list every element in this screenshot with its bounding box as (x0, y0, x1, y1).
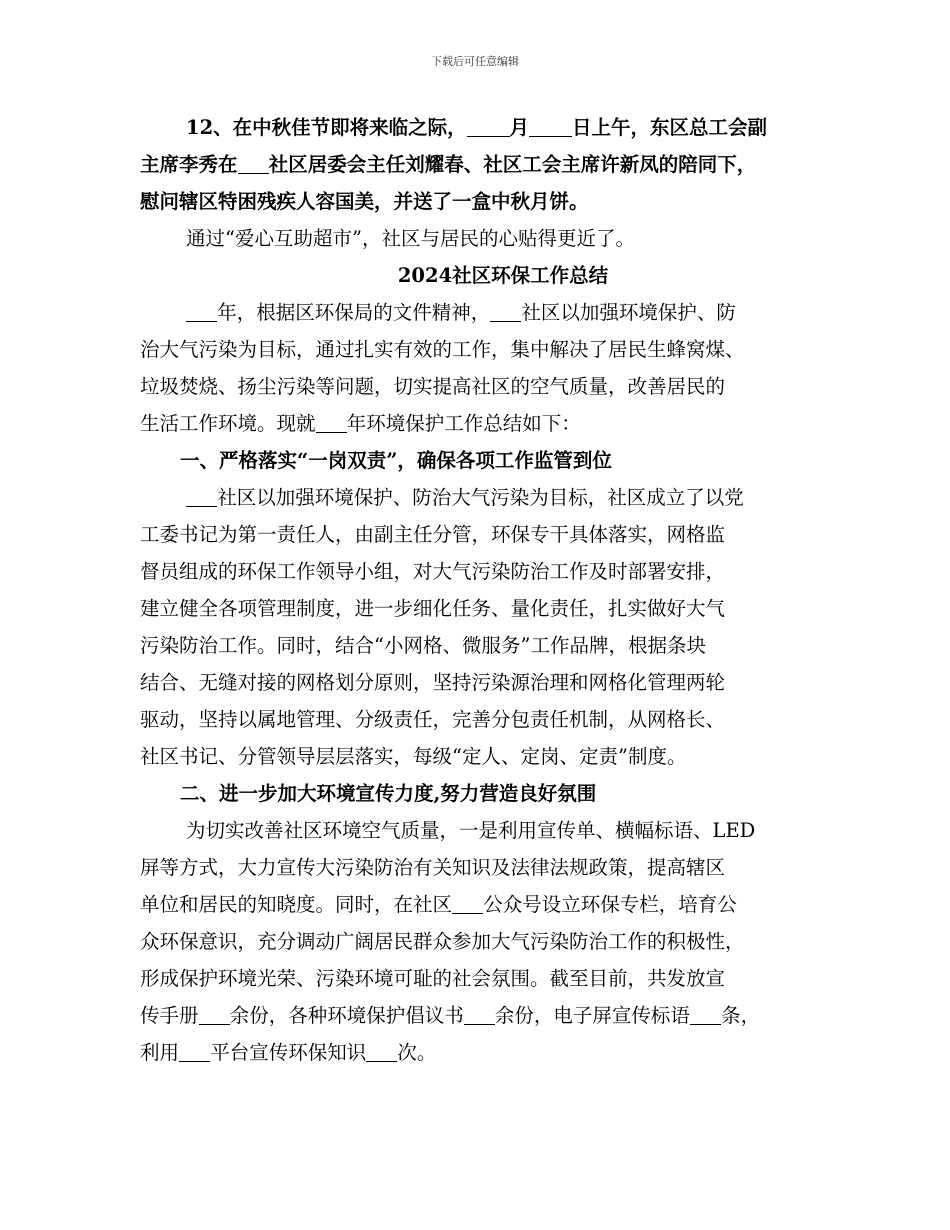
section1-line-2: 工委书记为第一责任人，由副主任分管，环保专干具体落实，网格监 (140, 523, 726, 546)
section1-line-8: 社区书记、分管领导层层落实，每级“定人、定岗、定责”制度。 (140, 745, 687, 768)
section2-line-5: 形成保护环境光荣、污染环境可耻的社会氛围。截至目前，共发放宣 (140, 967, 726, 990)
intro-line-2: 主席李秀在 社区居委会主任刘耀春、社区工会主席许新凤的陪同下， (140, 153, 757, 176)
section2-line-1: 为切实改善社区环境空气质量，一是利用宣传单、横幅标语、LED (186, 819, 756, 842)
section1-line-6: 结合、无缝对接的网格划分原则，坚持污染源治理和网格化管理两轮 (140, 671, 726, 694)
section2-line-4: 众环保意识，充分调动广阔居民群众参加大气污染防治工作的积极性， (140, 930, 745, 953)
section2-heading: 二、进一步加大环境宣传力度,努力营造良好氛围 (180, 782, 597, 805)
document-title: 2024社区环保工作总结 (397, 264, 609, 287)
intro-paragraph-2: 通过“爱心互助超市”，社区与居民的心贴得更近了。 (186, 227, 635, 250)
section1-line-4: 建立健全各项管理制度，进一步细化任务、量化责任，扎实做好大气 (140, 597, 726, 620)
section2-line-3: 单位和居民的知晓度。同时，在社区 公众号设立环保专栏，培育公 (140, 893, 737, 916)
document-body (140, 109, 820, 1071)
section1-line-1: 社区以加强环境保护、防治大气污染为目标，社区成立了以党 (140, 479, 820, 516)
section2-line-2: 屏等方式，大力宣传大污染防治有关知识及法律法规政策，提高辖区 (140, 856, 726, 879)
section2-line-6: 传手册 余份，各种环境保护倡议书 余份，电子屏宣传标语 条， (140, 1004, 761, 1027)
intro-line-1: 12、在中秋佳节即将来临之际， 月 日上午，东区总工会副 (186, 116, 767, 139)
section1-line-5: 污染防治工作。同时，结合“小网格、微服务”工作品牌，根据条块 (140, 634, 706, 657)
section2-line-7: 利用 平台宣传环保知识 次。 (140, 1041, 437, 1064)
para1-line-2: 治大气污染为目标，通过扎实有效的工作，集中解决了居民生蜂窝煤、 (140, 338, 745, 361)
para1-line-1: 年，根据区环保局的文件精神， 社区以加强环境保护、防 (140, 294, 820, 331)
section1-line-7: 驱动，坚持以属地管理、分级责任，完善分包责任机制，从网格长、 (140, 708, 726, 731)
para1-line-3: 垃圾焚烧、扬尘污染等问题，切实提高社区的空气质量，改善居民的 (140, 375, 726, 398)
section1-heading: 一、严格落实“一岗双责”，确保各项工作监管到位 (180, 449, 612, 472)
para1-line-4: 生活工作环境。现就 年环境保护工作总结如下： (140, 412, 581, 435)
page-header: 下载后可任意编辑 (431, 55, 519, 68)
intro-line-3: 慰问辖区特困残疾人容国美，并送了一盒中秋月饼。 (140, 190, 589, 213)
section1-line-3: 督员组成的环保工作领导小组，对大气污染防治工作及时部署安排， (140, 560, 726, 583)
